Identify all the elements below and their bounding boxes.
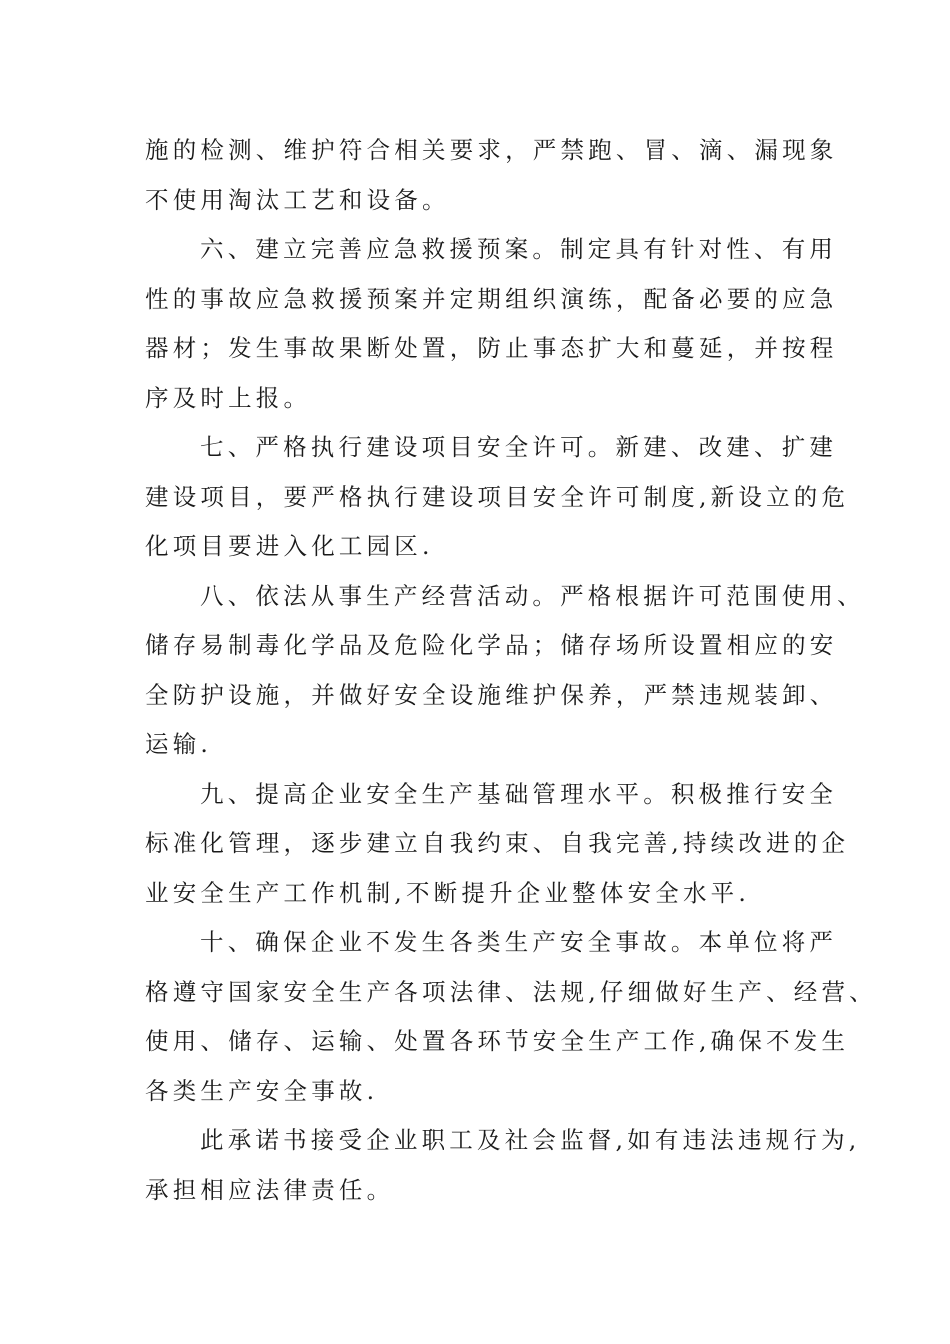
text-line: 格遵守国家安全生产各项法律、法规,仔细做好生产、经营、 (145, 977, 877, 1006)
text-line: 化项目要进入化工园区. (145, 532, 434, 560)
paragraph (145, 770, 850, 919)
text-line: 性的事故应急救援预案并定期组织演练，配备必要的应急 (145, 284, 838, 313)
paragraph (145, 918, 877, 1116)
text-line: 业安全生产工作机制,不断提升企业整体安全水平. (145, 878, 751, 907)
document-body (145, 126, 877, 1215)
text-line: 九、提高企业安全生产基础管理水平。积极推行安全 (200, 779, 838, 808)
text-line: 不使用淘汰工艺和设备。 (145, 185, 450, 214)
text-line: 此承诺书接受企业职工及社会监督,如有违法违规行为, (200, 1126, 861, 1154)
text-line: 标准化管理，逐步建立自我约束、自我完善,持续改进的企 (145, 829, 850, 857)
paragraph (145, 572, 865, 770)
text-line: 各类生产安全事故. (145, 1076, 379, 1105)
text-line: 七、严格执行建设项目安全许可。新建、改建、扩建 (200, 433, 838, 461)
paragraph (145, 225, 838, 423)
text-line: 器材；发生事故果断处置，防止事态扩大和蔓延，并按程 (145, 334, 838, 362)
text-line: 序及时上报。 (145, 383, 312, 412)
text-line: 六、建立完善应急救援预案。制定具有针对性、有用 (200, 235, 838, 263)
text-line: 全防护设施，并做好安全设施维护保养，严禁违规装卸、 (145, 680, 838, 709)
text-line: 使用、储存、运输、处置各环节安全生产工作,确保不发生 (145, 1027, 850, 1055)
paragraph (145, 1116, 861, 1215)
paragraph (145, 423, 850, 572)
text-line: 承担相应法律责任。 (145, 1175, 395, 1204)
text-line: 储存易制毒化学品及危险化学品；储存场所设置相应的安 (145, 631, 838, 659)
text-line: 十、确保企业不发生各类生产安全事故。本单位将严 (200, 928, 838, 956)
text-line: 建设项目，要严格执行建设项目安全许可制度,新设立的危 (145, 482, 850, 511)
text-line: 施的检测、维护符合相关要求，严禁跑、冒、滴、漏现象 (145, 136, 838, 164)
text-line: 运输. (145, 730, 213, 758)
text-line: 八、依法从事生产经营活动。严格根据许可范围使用、 (200, 581, 865, 610)
paragraph (145, 126, 838, 225)
